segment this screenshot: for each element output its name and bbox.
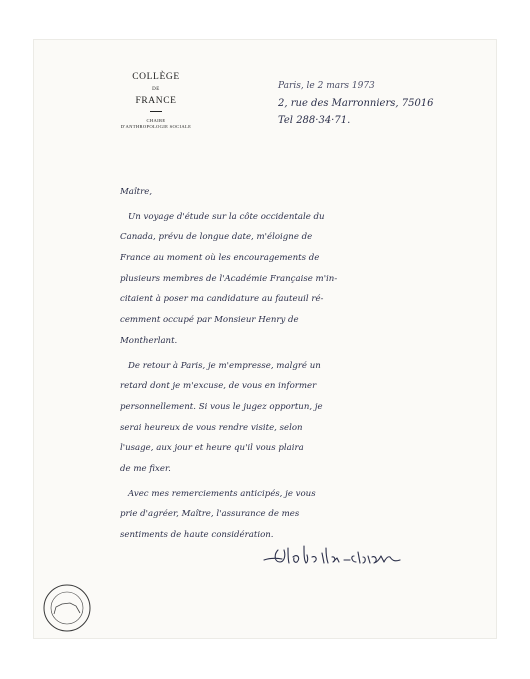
letterhead-chair-line1: CHAIRE [146,118,166,123]
paragraph-line: Avec mes remerciements anticipés, je vous [128,488,316,499]
paragraph-line: l'usage, aux jour et heure qu'il vous plaira [120,443,304,454]
sender-address: 2, rue des Marronniers, 75016 [278,98,434,109]
place-date: Paris, le 2 mars 1973 [278,81,375,91]
paragraph-line: serai heureux de vous rendre visite, selon [120,422,303,433]
paragraph-line: Un voyage d'étude sur la côte occidentale du [128,211,325,222]
paragraph-line: Canada, prévu de longue date, m'éloigne de [120,232,313,243]
handwritten-signature [260,536,410,572]
paragraph-line: prie d'agréer, Maître, l'assurance de mes [120,509,300,520]
letter-sheet [34,40,496,638]
paragraph-line: cemment occupé par Monsieur Henry de [120,315,299,326]
letterhead-institution-line2: FRANCE [135,96,177,106]
salutation: Maître, [120,187,153,197]
letterhead-chair-line2: D'ANTHROPOLOGIE SOCIALE [120,124,192,129]
paragraph-line: de me fixer. [120,463,171,474]
paragraph-2 [120,356,480,480]
letterhead-divider [150,111,162,112]
archive-stamp [42,583,92,633]
paragraph-line: personnellement. Si vous le jugez opportun, je [120,401,323,412]
paragraph-line: France au moment où les encouragements de [120,253,320,264]
letterhead [104,72,208,130]
sender-telephone: Tel 288·34·71. [278,115,351,126]
paragraph-line: sentiments de haute considération. [120,530,274,540]
paragraph-line: citaient à poser ma candidature au fauteuil ré- [120,294,324,305]
paragraph-line: plusieurs membres de l'Académie Française m'in- [120,273,338,284]
paragraph-line: Montherlant. [120,335,178,346]
paragraph-line: retard dont je m'excuse, de vous en informer [120,381,317,392]
letterhead-institution-line1: COLLÈGE [132,72,180,82]
paragraph-line: De retour à Paris, je m'empresse, malgré un [128,360,321,371]
letter-body [120,182,480,546]
paragraph-1 [120,207,480,352]
letterhead-institution-de: DE [152,87,160,92]
